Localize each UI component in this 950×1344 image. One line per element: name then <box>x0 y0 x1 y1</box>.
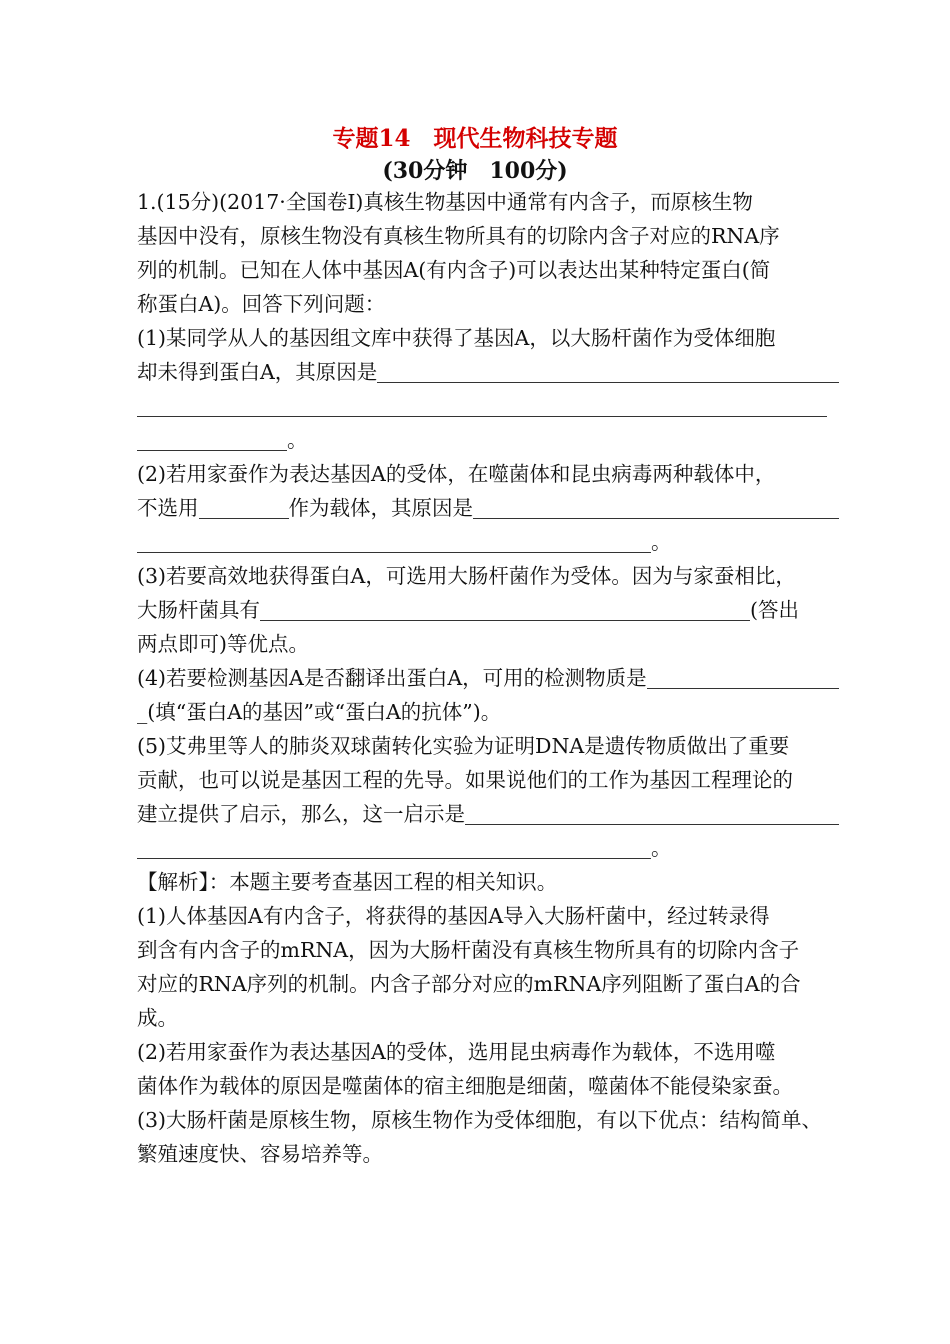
analysis-line: 繁殖速度快、容易培养等。 <box>137 1142 383 1166</box>
analysis-line: 对应的RNA序列的机制。内含子部分对应的mRNA序列阻断了蛋白A的合 <box>137 972 801 996</box>
q5-answer-blank[interactable] <box>465 799 839 825</box>
q5-line: (5)艾弗里等人的肺炎双球菌转化实验为证明DNA是遗传物质做出了重要 <box>137 734 790 758</box>
q2-reason-blank[interactable] <box>473 493 839 519</box>
q2-reason-blank[interactable] <box>137 527 651 553</box>
q4-line: _(填“蛋白A的基因”或“蛋白A的抗体”)。 <box>137 700 502 724</box>
q1-answer-blank[interactable] <box>137 425 287 451</box>
q3-answer-blank[interactable] <box>260 595 750 621</box>
analysis-line: (1)人体基因A有内含子，将获得的基因A导入大肠杆菌中，经过转录得 <box>137 904 770 928</box>
intro-line: 列的机制。已知在人体中基因A(有内含子)可以表达出某种特定蛋白(简 <box>137 258 771 282</box>
analysis-line: 到含有内含子的mRNA，因为大肠杆菌没有真核生物所具有的切除内含子 <box>137 938 800 962</box>
q2-vector-blank[interactable] <box>199 493 289 519</box>
q1-line: 却未得到蛋白A，其原因是 <box>137 355 839 389</box>
intro-line: 1.(15分)(2017·全国卷Ⅰ)真核生物基因中通常有内含子，而原核生物 <box>137 190 753 214</box>
analysis-line: (2)若用家蚕作为表达基因A的受体，选用昆虫病毒作为载体，不选用噬 <box>137 1040 776 1064</box>
q3-line: (3)若要高效地获得蛋白A，可选用大肠杆菌作为受体。因为与家蚕相比， <box>137 564 796 588</box>
analysis-line: 成。 <box>137 1006 178 1030</box>
q1-line: (1)某同学从人的基因组文库中获得了基因A，以大肠杆菌作为受体细胞 <box>137 326 776 350</box>
q4-line: (4)若要检测基因A是否翻译出蛋白A，可用的检测物质是 <box>137 661 839 695</box>
analysis-line: 菌体作为载体的原因是噬菌体的宿主细胞是细菌，噬菌体不能侵染家蚕。 <box>137 1074 793 1098</box>
question-content <box>137 185 839 1171</box>
analysis-line: (3)大肠杆菌是原核生物，原核生物作为受体细胞，有以下优点：结构简单、 <box>137 1108 823 1132</box>
q5-line: 建立提供了启示，那么，这一启示是 <box>137 797 839 831</box>
q2-line: 。 <box>137 525 839 559</box>
page-subtitle: (30分钟 100分) <box>382 158 568 184</box>
q5-line: 贡献，也可以说是基因工程的先导。如果说他们的工作为基因工程理论的 <box>137 768 793 792</box>
q4-answer-blank[interactable] <box>647 663 839 689</box>
q3-line: 两点即可)等优点。 <box>137 632 309 656</box>
q2-line: 不选用 作为载体，其原因是 <box>137 491 839 525</box>
q5-line: 。 <box>137 831 839 865</box>
page-title: 专题14 现代生物科技专题 <box>332 125 618 152</box>
analysis-line: 【解析】：本题主要考查基因工程的相关知识。 <box>137 870 558 894</box>
q1-answer-blank[interactable] <box>137 391 827 417</box>
q3-line: 大肠杆菌具有 (答出 <box>137 593 839 627</box>
intro-line: 称蛋白A)。回答下列问题： <box>137 292 386 316</box>
q1-line: 。 <box>137 423 839 457</box>
q2-line: (2)若用家蚕作为表达基因A的受体，在噬菌体和昆虫病毒两种载体中， <box>137 462 776 486</box>
intro-line: 基因中没有，原核生物没有真核生物所具有的切除内含子对应的RNA序 <box>137 224 780 248</box>
q1-answer-blank[interactable] <box>377 357 839 383</box>
q5-answer-blank[interactable] <box>137 833 651 859</box>
q1-line <box>137 389 839 423</box>
